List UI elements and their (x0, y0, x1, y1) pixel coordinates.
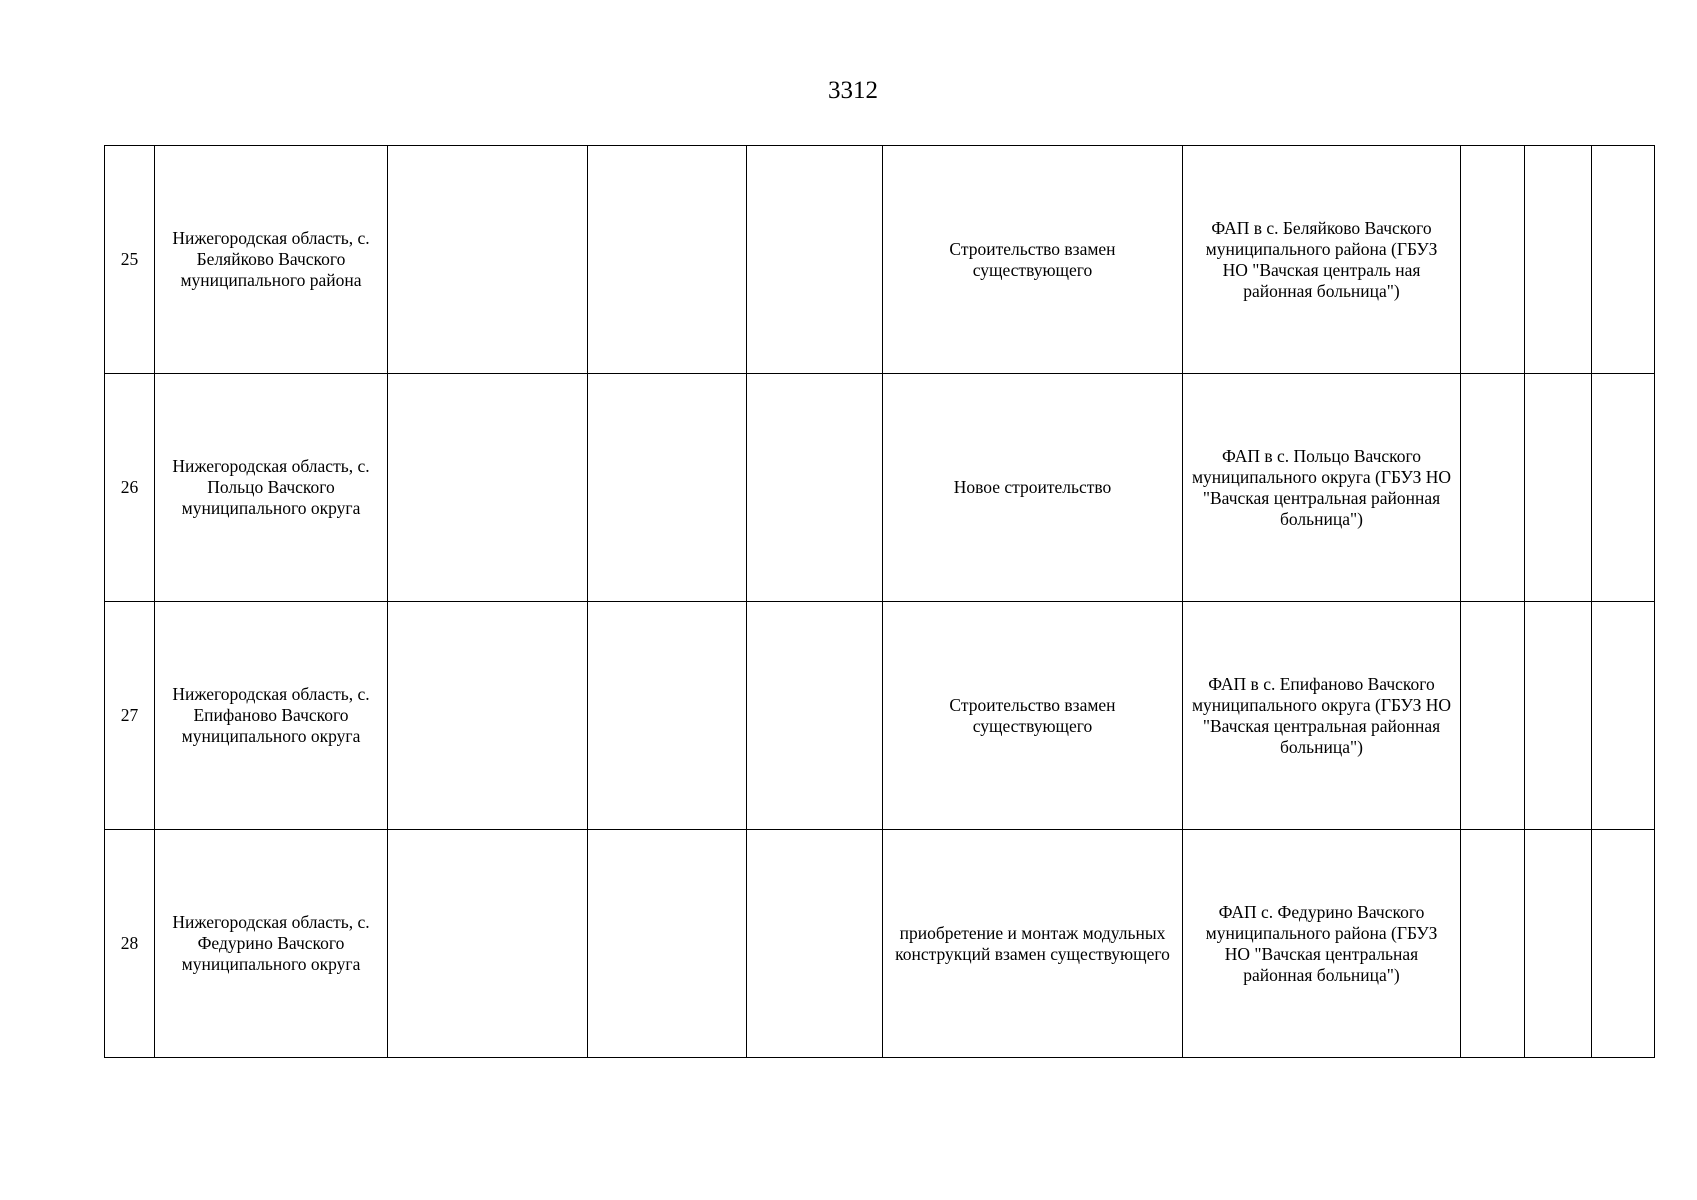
empty-cell (588, 830, 747, 1058)
empty-cell (747, 602, 883, 830)
row-number: 25 (105, 146, 155, 374)
empty-cell (388, 830, 588, 1058)
location-cell: Нижегородская область, с. Епифаново Вачского муниципального округа (155, 602, 388, 830)
location-cell: Нижегородская область, с. Федурино Вачского муниципального округа (155, 830, 388, 1058)
work-type-cell: приобретение и монтаж модульных конструкций взамен существующего (883, 830, 1183, 1058)
empty-cell (1525, 602, 1592, 830)
location-cell: Нижегородская область, с. Польцо Вачского муниципального округа (155, 374, 388, 602)
work-type-cell: Новое строительство (883, 374, 1183, 602)
table-row (105, 830, 1655, 1058)
location-cell: Нижегородская область, с. Беляйково Вачского муниципального района (155, 146, 388, 374)
table-row (105, 146, 1655, 374)
empty-cell (747, 146, 883, 374)
object-cell: ФАП в с. Епифаново Вачского муниципального округа (ГБУЗ НО "Вачская центральная районная больница") (1183, 602, 1461, 830)
empty-cell (1592, 146, 1655, 374)
empty-cell (588, 146, 747, 374)
empty-cell (1525, 374, 1592, 602)
row-number: 27 (105, 602, 155, 830)
empty-cell (388, 146, 588, 374)
empty-cell (1525, 146, 1592, 374)
empty-cell (747, 830, 883, 1058)
empty-cell (1592, 830, 1655, 1058)
empty-cell (1592, 602, 1655, 830)
table-row (105, 602, 1655, 830)
empty-cell (1461, 374, 1525, 602)
empty-cell (1525, 830, 1592, 1058)
empty-cell (388, 374, 588, 602)
work-type-cell: Строительство взамен существующего (883, 146, 1183, 374)
empty-cell (1592, 374, 1655, 602)
row-number: 26 (105, 374, 155, 602)
object-cell: ФАП в с. Польцо Вачского муниципального округа (ГБУЗ НО "Вачская центральная районная больница") (1183, 374, 1461, 602)
table-row (105, 374, 1655, 602)
object-cell: ФАП в с. Беляйково Вачского муниципального района (ГБУЗ НО "Вачская централь ная районная больница") (1183, 146, 1461, 374)
row-number: 28 (105, 830, 155, 1058)
empty-cell (747, 374, 883, 602)
empty-cell (1461, 830, 1525, 1058)
empty-cell (1461, 602, 1525, 830)
page-number: 3312 (828, 77, 878, 104)
work-type-cell: Строительство взамен существующего (883, 602, 1183, 830)
object-cell: ФАП с. Федурино Вачского муниципального района (ГБУЗ НО "Вачская центральная районная больница") (1183, 830, 1461, 1058)
facilities-table (104, 145, 1655, 1058)
empty-cell (1461, 146, 1525, 374)
empty-cell (388, 602, 588, 830)
empty-cell (588, 602, 747, 830)
empty-cell (588, 374, 747, 602)
